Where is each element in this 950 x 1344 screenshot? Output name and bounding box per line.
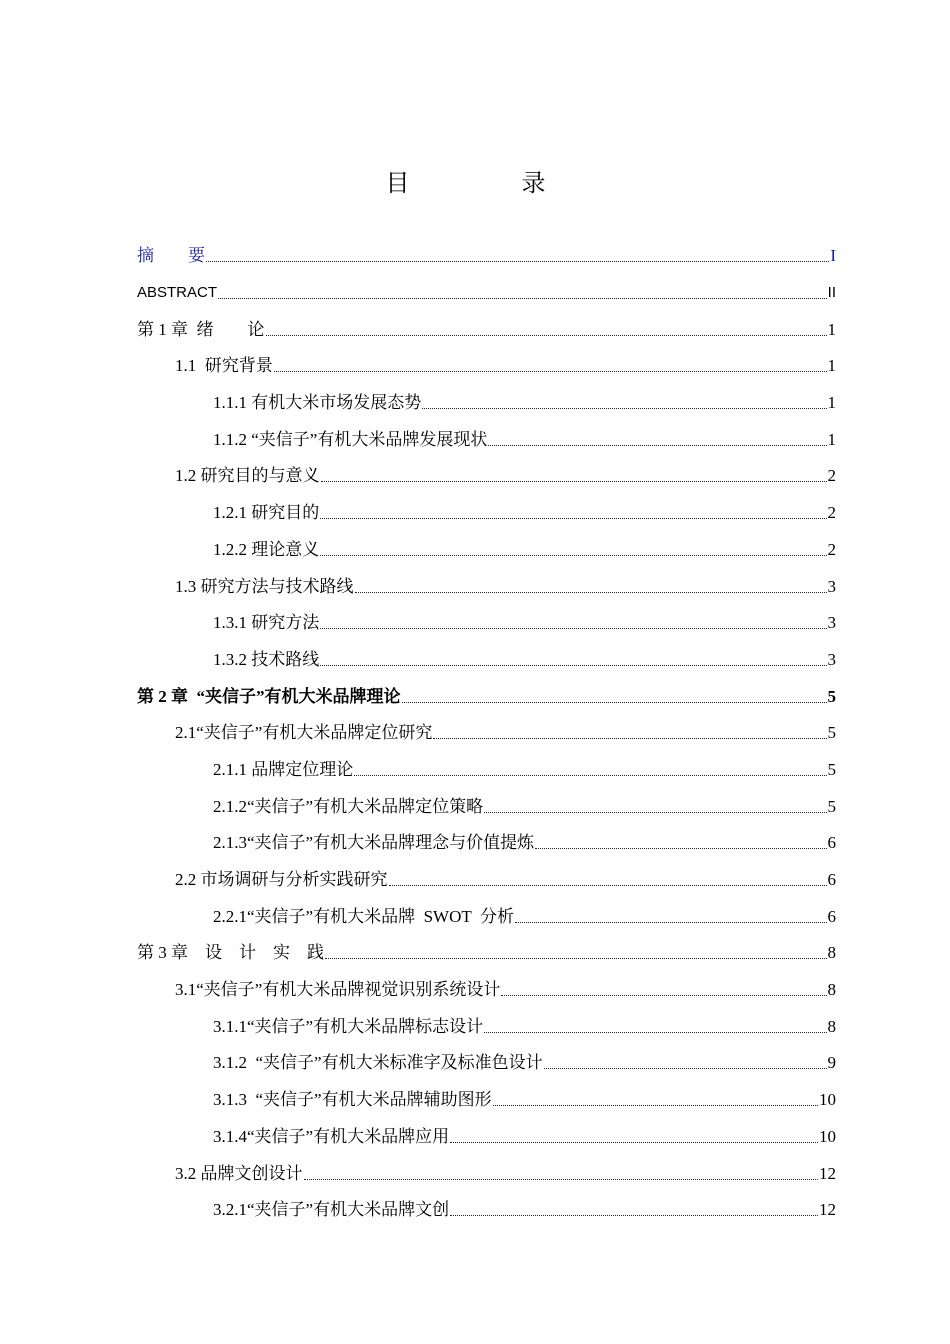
toc-page-number: 5 — [827, 687, 836, 706]
toc-page-number: 10 — [819, 1127, 836, 1146]
toc-page-number: 1 — [827, 356, 836, 375]
toc-entry-1-2-2[interactable] — [213, 538, 836, 562]
toc-page-number: 2 — [827, 540, 836, 559]
dot-leader — [515, 921, 827, 923]
toc-page-number: I — [830, 246, 836, 265]
toc-entry-text: 1.1.1 有机大米市场发展态势 — [213, 393, 422, 412]
toc-page-number: 2 — [827, 466, 836, 485]
dot-leader — [304, 1178, 819, 1180]
toc-entry-chapter-1[interactable] — [137, 318, 836, 342]
toc-entry-abstract-cn[interactable] — [137, 244, 836, 268]
dot-leader — [544, 1067, 827, 1069]
toc-page-number: 1 — [827, 320, 836, 339]
toc-entry-text: 2.1.3“夹信子”有机大米品牌理念与价值提炼 — [213, 833, 535, 852]
dot-leader — [484, 811, 826, 813]
toc-entry-3-1-4[interactable] — [213, 1125, 836, 1149]
dot-leader — [320, 627, 826, 629]
toc-entry-text: 第 1 章 绪 论 — [137, 320, 265, 339]
dot-leader — [218, 297, 827, 299]
toc-page-number: 12 — [819, 1200, 836, 1219]
toc-entry-text: 2.1.1 品牌定位理论 — [213, 760, 354, 779]
toc-entry-text: 3.1.2 “夹信子”有机大米标准字及标准色设计 — [213, 1053, 543, 1072]
toc-entry-3-1-3[interactable] — [213, 1088, 836, 1112]
toc-entry-1-3[interactable] — [175, 575, 836, 599]
toc-entry-3-1[interactable] — [175, 978, 836, 1002]
toc-entry-text: 1.3.1 研究方法 — [213, 613, 320, 632]
dot-leader — [320, 664, 826, 666]
toc-entry-text: 2.1.2“夹信子”有机大米品牌定位策略 — [213, 797, 484, 816]
toc-entry-3-1-2[interactable] — [213, 1051, 836, 1075]
toc-entry-text: 1.1 研究背景 — [175, 356, 273, 375]
toc-page-number: 1 — [827, 393, 836, 412]
dot-leader — [501, 994, 826, 996]
toc-page-number: 12 — [819, 1164, 836, 1183]
dot-leader — [450, 1214, 818, 1216]
toc-page-number: 5 — [827, 760, 836, 779]
toc-entry-chapter-3[interactable] — [137, 941, 836, 965]
toc-entry-text: 2.1“夹信子”有机大米品牌定位研究 — [175, 723, 433, 742]
toc-page-number: 8 — [827, 943, 836, 962]
toc-entry-text: 第 3 章 设 计 实 践 — [137, 943, 324, 962]
toc-entry-3-2-1[interactable] — [213, 1198, 836, 1222]
dot-leader — [274, 370, 827, 372]
dot-leader — [389, 884, 827, 886]
toc-title: 目 录 — [385, 169, 590, 197]
dot-leader — [450, 1141, 818, 1143]
dot-leader — [535, 847, 826, 849]
toc-entry-1-2[interactable] — [175, 464, 836, 488]
toc-page-number: 6 — [827, 907, 836, 926]
toc-entry-text: 1.3.2 技术路线 — [213, 650, 320, 669]
dot-leader — [402, 701, 827, 703]
toc-page-number: 6 — [827, 833, 836, 852]
toc-page-number: 3 — [827, 577, 836, 596]
toc-page-number: 3 — [827, 650, 836, 669]
toc-page-number: 8 — [827, 980, 836, 999]
dot-leader — [266, 334, 827, 336]
toc-entry-text: 2.2 市场调研与分析实践研究 — [175, 870, 388, 889]
toc-entry-text: 摘 要 — [137, 246, 205, 265]
toc-entry-text: 3.1.1“夹信子”有机大米品牌标志设计 — [213, 1017, 484, 1036]
dot-leader — [493, 1104, 818, 1106]
toc-entry-chapter-2[interactable] — [137, 685, 836, 709]
toc-entry-3-1-1[interactable] — [213, 1015, 836, 1039]
toc-entry-2-2[interactable] — [175, 868, 836, 892]
toc-page-number: 3 — [827, 613, 836, 632]
toc-entry-text: 3.2 品牌文创设计 — [175, 1164, 303, 1183]
dot-leader — [320, 517, 826, 519]
toc-entry-1-1-1[interactable] — [213, 391, 836, 415]
toc-entry-2-1[interactable] — [175, 721, 836, 745]
toc-entry-1-3-2[interactable] — [213, 648, 836, 672]
toc-entry-text: 1.3 研究方法与技术路线 — [175, 577, 354, 596]
dot-leader — [422, 407, 826, 409]
toc-entry-text: 1.1.2 “夹信子”有机大米品牌发展现状 — [213, 430, 488, 449]
toc-entry-text: 3.1.4“夹信子”有机大米品牌应用 — [213, 1127, 450, 1146]
toc-entry-text: 3.2.1“夹信子”有机大米品牌文创 — [213, 1200, 450, 1219]
toc-page-number: 1 — [827, 430, 836, 449]
toc-entry-text: 1.2.1 研究目的 — [213, 503, 320, 522]
toc-entry-2-1-3[interactable] — [213, 831, 836, 855]
dot-leader — [484, 1031, 826, 1033]
toc-page-number: 9 — [827, 1053, 836, 1072]
toc-page-number: 5 — [827, 797, 836, 816]
toc-entry-abstract-en[interactable] — [137, 281, 836, 305]
dot-leader — [320, 554, 826, 556]
toc-entry-1-3-1[interactable] — [213, 611, 836, 635]
dot-leader — [433, 737, 826, 739]
dot-leader — [488, 444, 826, 446]
toc-page-number: 2 — [827, 503, 836, 522]
dot-leader — [206, 260, 829, 262]
toc-entry-2-1-2[interactable] — [213, 795, 836, 819]
dot-leader — [321, 480, 827, 482]
toc-page-number: 5 — [827, 723, 836, 742]
toc-page-number: 10 — [819, 1090, 836, 1109]
dot-leader — [354, 774, 826, 776]
toc-entry-text: 第 2 章 “夹信子”有机大米品牌理论 — [137, 687, 401, 706]
toc-entry-1-1[interactable] — [175, 354, 836, 378]
toc-page-number: II — [827, 284, 836, 301]
toc-entry-2-1-1[interactable] — [213, 758, 836, 782]
toc-page-number: 8 — [827, 1017, 836, 1036]
toc-entry-text: 3.1“夹信子”有机大米品牌视觉识别系统设计 — [175, 980, 501, 999]
dot-leader — [325, 957, 827, 959]
toc-entry-text: 2.2.1“夹信子”有机大米品牌 SWOT 分析 — [213, 907, 514, 926]
toc-entry-1-2-1[interactable] — [213, 501, 836, 525]
toc-page-number: 6 — [827, 870, 836, 889]
toc-entry-text: 1.2.2 理论意义 — [213, 540, 320, 559]
toc-entry-1-1-2[interactable] — [213, 428, 836, 452]
dot-leader — [355, 591, 827, 593]
toc-entry-text: 1.2 研究目的与意义 — [175, 466, 320, 485]
toc-entry-text: ABSTRACT — [137, 284, 218, 301]
toc-entry-2-2-1[interactable] — [213, 905, 836, 929]
toc-entry-text: 3.1.3 “夹信子”有机大米品牌辅助图形 — [213, 1090, 492, 1109]
toc-entry-3-2[interactable] — [175, 1162, 836, 1186]
